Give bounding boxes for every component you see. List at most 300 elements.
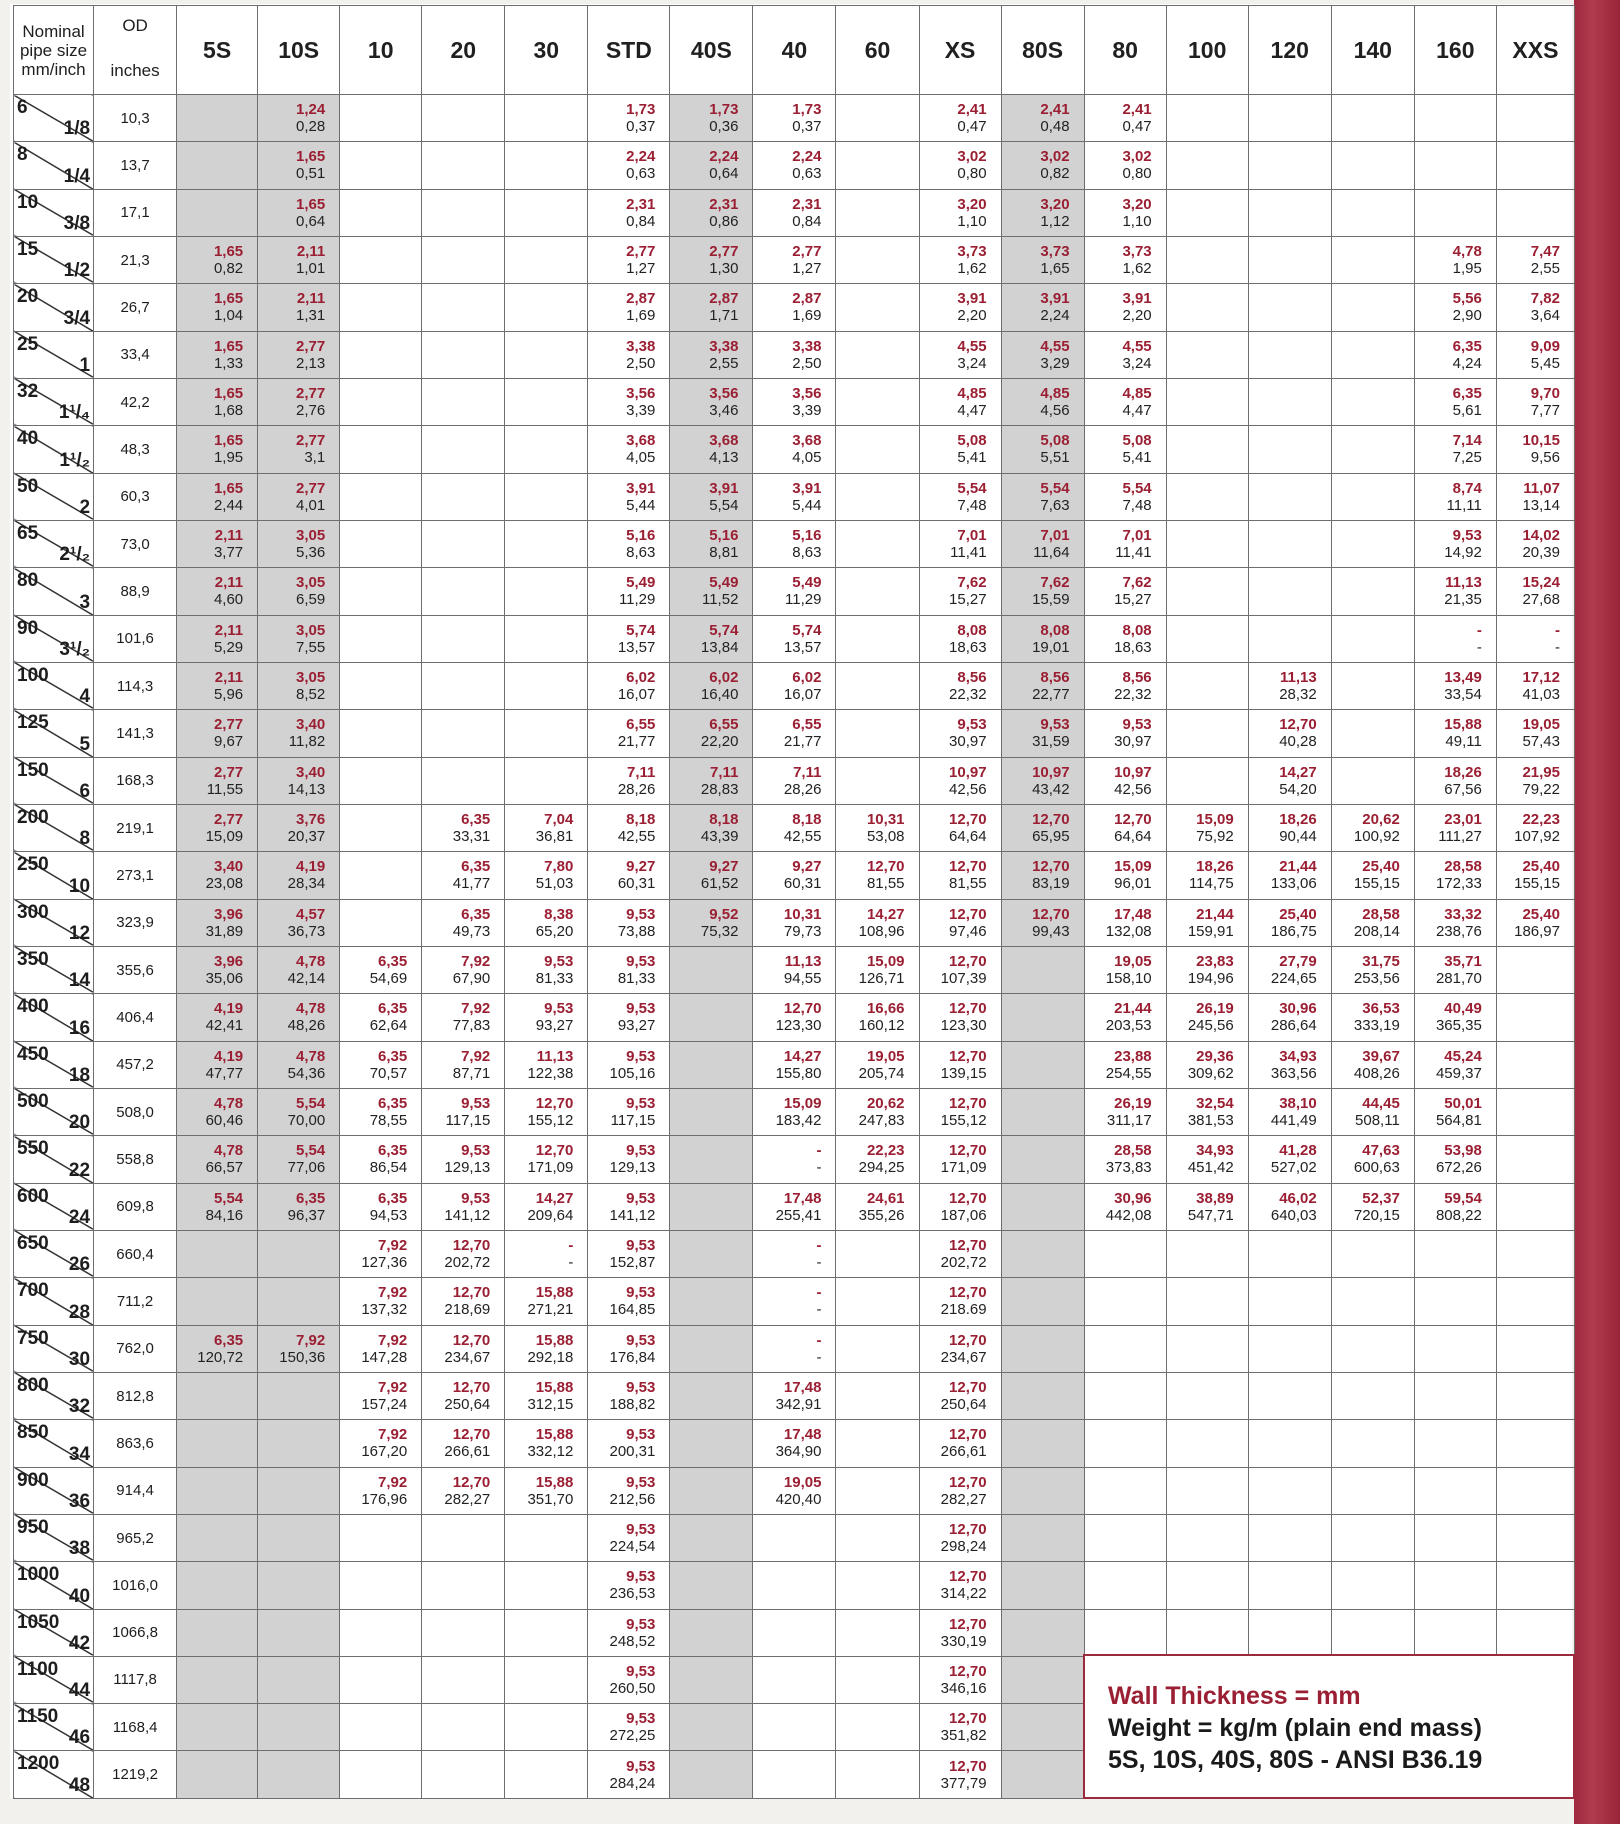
weight: 720,15 [1353,1206,1400,1224]
schedule-cell [588,1609,670,1656]
weight: 155,15 [1514,875,1560,893]
wall-thickness: 7,04 [544,811,574,829]
wall-thickness: 9,53 [626,1237,656,1255]
schedule-cell [836,1609,919,1656]
schedule-cell [340,1467,422,1514]
wall-thickness: 28,58 [1114,1142,1152,1160]
schedule-cell [505,1562,588,1609]
wall-thickness: 9,53 [626,1000,656,1018]
wall-thickness: 25,40 [1279,905,1317,923]
wall-thickness: 27,79 [1279,953,1317,971]
schedule-cell [422,1656,505,1703]
schedule-cell [340,1704,422,1751]
schedule-cell [919,95,1001,142]
wall-thickness: 25,40 [1522,858,1560,876]
size-mm: 10 [17,191,39,213]
wall-thickness: 28,58 [1362,905,1400,923]
wall-thickness: 6,35 [1452,337,1482,355]
schedule-cell [753,331,836,378]
wall-thickness: 17,48 [783,1189,822,1207]
weight: 314,22 [940,1585,987,1603]
wall-thickness: 4,78 [295,1000,326,1018]
schedule-cell [1331,189,1414,236]
od-cell: 1168,4 [94,1704,177,1751]
size-mm: 8 [17,144,28,166]
schedule-cell [1084,520,1166,567]
weight: 311,17 [1106,1112,1152,1130]
wall-thickness: 6,02 [626,669,656,687]
schedule-cell [919,284,1001,331]
wall-thickness: 3,91 [1122,290,1152,308]
schedule-cell [836,1041,919,1088]
schedule-cell [836,899,919,946]
od-cell: 42,2 [94,378,177,425]
schedule-cell [177,804,258,851]
weight: 117,15 [610,1112,656,1130]
weight: 84,16 [205,1206,244,1224]
weight: 0,80 [957,165,987,183]
weight: 176,96 [361,1490,408,1508]
nominal-size-cell [14,946,94,993]
wall-thickness: 7,11 [793,763,822,781]
weight: 0,36 [709,118,739,136]
schedule-cell [1166,142,1248,189]
wall-thickness: 6,35 [461,811,491,829]
schedule-cell [1496,1136,1574,1183]
wall-thickness: 12,70 [949,1473,987,1491]
wall-thickness: 15,88 [535,1331,574,1349]
table-row [14,95,1575,142]
schedule-cell [588,520,670,567]
schedule-cell [588,899,670,946]
od-cell: 965,2 [94,1514,177,1561]
schedule-cell [177,142,258,189]
schedule-cell [1166,1420,1248,1467]
size-inch: 26 [68,1254,91,1276]
table-row [14,284,1575,331]
schedule-cell [919,1751,1001,1799]
schedule-cell [340,994,422,1041]
schedule-cell [1414,284,1496,331]
size-inch: 8 [79,828,91,850]
schedule-cell [1414,142,1496,189]
weight: 224,65 [1270,970,1317,988]
wall-thickness: 2,31 [709,195,739,213]
schedule-cell [670,473,753,520]
size-inch: 14 [68,970,91,992]
schedule-cell [1414,1183,1496,1230]
wall-thickness: 12,70 [1279,716,1317,734]
weight: 64,64 [949,828,987,846]
wall-thickness: 4,19 [213,1047,244,1065]
weight: 94,53 [369,1206,408,1224]
weight: 13,57 [617,638,656,656]
wall-thickness: 2,24 [626,148,656,166]
wall-thickness: 9,53 [626,1047,656,1065]
wall-thickness: 6,55 [709,716,739,734]
weight: 139,15 [940,1064,987,1082]
schedule-cell [1331,1041,1414,1088]
wall-thickness: 9,53 [626,1095,656,1113]
weight: 20,39 [1522,544,1560,562]
schedule-cell [1001,899,1084,946]
weight: 0,64 [295,212,326,230]
wall-thickness: 20,62 [866,1095,905,1113]
wall-thickness: 15,09 [783,1095,822,1113]
schedule-cell [670,1230,753,1277]
wall-thickness: 3,56 [792,385,822,403]
schedule-cell [1331,710,1414,757]
weight: 133,06 [1270,875,1317,893]
schedule-cell [1248,520,1331,567]
schedule-cell [258,1325,340,1372]
schedule-header: XXS [1496,6,1574,95]
schedule-cell [670,1704,753,1751]
schedule-cell [1331,284,1414,331]
schedule-cell [422,1467,505,1514]
wall-thickness: 47,63 [1362,1142,1400,1160]
schedule-cell [836,426,919,473]
schedule-cell [340,1183,422,1230]
od-cell: 812,8 [94,1372,177,1419]
schedule-cell [1496,568,1574,615]
weight: 65,95 [1032,828,1070,846]
schedule-cell [1084,852,1166,899]
schedule-cell [1084,236,1166,283]
schedule-cell [588,1041,670,1088]
schedule-cell [1001,1230,1084,1277]
weight: 49,73 [452,922,491,940]
schedule-cell [836,1230,919,1277]
weight: 33,54 [1444,686,1482,704]
wall-thickness: 11,07 [1523,479,1560,497]
schedule-cell [919,1704,1001,1751]
schedule-cell [505,852,588,899]
weight: 77,06 [287,1159,326,1177]
wall-thickness: 40,49 [1444,1000,1482,1018]
schedule-cell [1248,95,1331,142]
wall-thickness: 9,53 [626,905,656,923]
wall-thickness: 2,87 [792,290,822,308]
weight: 5,61 [1452,402,1482,420]
schedule-cell [753,1562,836,1609]
schedule-cell [753,852,836,899]
schedule-cell [1331,236,1414,283]
weight: 351,70 [527,1490,574,1508]
wall-thickness: 4,19 [213,1000,244,1018]
schedule-cell [753,1609,836,1656]
wall-thickness: 28,58 [1444,858,1482,876]
wall-thickness: 2,11 [214,574,244,592]
wall-thickness: 9,53 [626,1189,656,1207]
wall-thickness: 4,55 [957,337,987,355]
schedule-cell [1496,378,1574,425]
schedule-cell [1084,946,1166,993]
schedule-header: 40 [753,6,836,95]
wall-thickness: 12,70 [535,1142,574,1160]
weight: 171,09 [940,1159,987,1177]
schedule-cell [1331,662,1414,709]
wall-thickness: 3,05 [295,669,326,687]
schedule-cell [1001,568,1084,615]
weight: 67,56 [1444,780,1482,798]
schedule-cell [919,1278,1001,1325]
schedule-cell [258,1704,340,1751]
schedule-cell [670,95,753,142]
wall-thickness: 9,53 [1040,716,1070,734]
schedule-cell [1331,615,1414,662]
wall-thickness: 5,08 [1122,432,1152,450]
weight: 155,12 [527,1112,574,1130]
wall-thickness: 7,82 [1530,290,1560,308]
schedule-cell [1166,1514,1248,1561]
weight: 100,92 [1353,828,1400,846]
schedule-cell [258,1230,340,1277]
weight: 0,82 [1040,165,1070,183]
wall-thickness: - [1555,621,1560,639]
wall-thickness: 5,56 [1452,290,1482,308]
schedule-cell [588,994,670,1041]
weight: 0,86 [709,212,739,230]
size-mm: 250 [17,854,49,876]
od-cell: 141,3 [94,710,177,757]
wall-thickness: 3,05 [295,527,326,545]
weight: 5,44 [626,496,656,514]
nominal-size-cell [14,473,94,520]
schedule-cell [505,189,588,236]
schedule-cell [1166,236,1248,283]
nominal-size-cell [14,1751,94,1799]
wall-thickness: 9,53 [626,1757,656,1775]
wall-thickness: 7,80 [544,858,574,876]
schedule-cell [836,1088,919,1135]
schedule-cell [1331,142,1414,189]
schedule-cell [753,1136,836,1183]
weight: 15,27 [1114,591,1152,609]
schedule-cell [258,1136,340,1183]
weight: 0,28 [295,118,326,136]
weight: 79,73 [783,922,822,940]
schedule-cell [422,1278,505,1325]
schedule-cell [1331,426,1414,473]
weight: 2,24 [1040,307,1070,325]
wall-thickness: 9,09 [1530,337,1560,355]
weight: 294,25 [858,1159,905,1177]
schedule-cell [1166,1372,1248,1419]
schedule-cell [177,615,258,662]
schedule-cell [753,1325,836,1372]
table-row [14,1420,1575,1467]
schedule-cell [753,520,836,567]
schedule-cell [1166,757,1248,804]
wall-thickness: 11,13 [784,953,822,971]
od-cell: 1219,2 [94,1751,177,1799]
wall-thickness: 9,53 [626,1379,656,1397]
schedule-cell [1331,899,1414,946]
table-row [14,331,1575,378]
weight: 342,91 [775,1396,822,1414]
schedule-cell [422,1420,505,1467]
weight: 373,83 [1105,1159,1152,1177]
schedule-cell [919,615,1001,662]
schedule-cell [1001,1751,1084,1799]
schedule-cell [1001,1278,1084,1325]
schedule-cell [340,757,422,804]
schedule-cell [505,1041,588,1088]
weight: 284,24 [609,1774,656,1792]
size-mm: 1150 [17,1706,59,1728]
wall-thickness: 3,20 [957,195,987,213]
weight: 96,01 [1114,875,1152,893]
schedule-cell [1166,189,1248,236]
schedule-cell [1084,95,1166,142]
weight: 16,07 [783,686,822,704]
od-cell: 26,7 [94,284,177,331]
weight: 123,30 [940,1017,987,1035]
wall-thickness: 18,26 [1279,811,1317,829]
nominal-size-cell [14,662,94,709]
weight: 65,20 [535,922,574,940]
nominal-size-cell [14,1183,94,1230]
weight: 14,92 [1444,544,1482,562]
size-mm: 90 [17,617,39,639]
size-mm: 900 [17,1469,49,1491]
schedule-cell [836,804,919,851]
weight: 282,27 [444,1490,491,1508]
weight: 2,55 [1530,260,1560,278]
weight: 13,57 [783,638,822,656]
weight: 21,35 [1444,591,1482,609]
weight: 640,03 [1270,1206,1317,1224]
schedule-cell [505,710,588,757]
weight: 41,77 [452,875,491,893]
schedule-cell [588,804,670,851]
schedule-cell [1084,1088,1166,1135]
weight: 93,27 [617,1017,656,1035]
wall-thickness: 9,53 [626,1426,656,1444]
size-inch: 20 [68,1112,91,1134]
weight: 42,41 [205,1017,244,1035]
wall-thickness: 2,24 [709,148,739,166]
schedule-cell [1414,1325,1496,1372]
wall-thickness: 25,40 [1522,905,1560,923]
wall-thickness: 6,02 [792,669,822,687]
wall-thickness: 22,23 [1522,811,1560,829]
wall-thickness: 1,73 [626,101,656,119]
weight: 9,67 [213,733,244,751]
schedule-cell [919,946,1001,993]
schedule-cell [177,331,258,378]
schedule-cell [258,189,340,236]
weight: 3,29 [1040,354,1070,372]
schedule-cell [177,95,258,142]
wall-thickness: 19,05 [783,1473,822,1491]
schedule-cell [836,473,919,520]
weight: 298,24 [940,1538,987,1555]
wall-thickness: 1,73 [792,101,822,119]
schedule-cell [340,615,422,662]
schedule-cell [505,1609,588,1656]
weight: 11,55 [206,780,244,798]
schedule-cell [919,1183,1001,1230]
schedule-cell [1001,662,1084,709]
schedule-cell [588,236,670,283]
wall-thickness: 14,27 [535,1189,574,1207]
weight: 57,43 [1522,733,1560,751]
schedule-cell [1084,615,1166,662]
wall-thickness: 11,13 [1445,574,1482,592]
schedule-cell [1496,1325,1574,1372]
table-row [14,520,1575,567]
wall-thickness: 9,53 [1452,527,1482,545]
weight: 28,34 [287,875,326,893]
weight: 75,32 [700,922,739,940]
od-cell: 10,3 [94,95,177,142]
schedule-cell [753,142,836,189]
wall-thickness: 12,70 [949,811,987,829]
weight: 35,06 [205,970,244,988]
schedule-cell [670,1420,753,1467]
od-cell: 863,6 [94,1420,177,1467]
schedule-cell [1331,1514,1414,1561]
nominal-size-cell [14,568,94,615]
wall-thickness: 4,55 [1040,337,1070,355]
wall-thickness: 2,11 [214,669,244,687]
weight: 4,05 [792,449,822,467]
schedule-cell [836,994,919,1041]
schedule-cell [177,710,258,757]
schedule-header: 10S [258,6,340,95]
schedule-cell [1331,757,1414,804]
size-mm: 50 [17,475,39,497]
schedule-cell [505,1514,588,1561]
schedule-cell [1001,473,1084,520]
size-mm: 300 [17,901,49,923]
nominal-size-cell [14,1088,94,1135]
schedule-cell [258,95,340,142]
schedule-cell [1496,946,1574,993]
schedule-cell [588,95,670,142]
schedule-cell [1001,1420,1084,1467]
weight: 47,77 [205,1064,244,1082]
od-cell: 73,0 [94,520,177,567]
schedule-cell [836,568,919,615]
wall-thickness: 12,70 [1114,811,1152,829]
weight: 1,10 [1122,212,1152,230]
schedule-cell [258,804,340,851]
wall-thickness: 17,48 [783,1426,822,1444]
schedule-cell [505,1656,588,1703]
wall-thickness: - [816,1142,822,1160]
weight: 1,27 [792,260,822,278]
wall-thickness: 23,88 [1114,1047,1152,1065]
schedule-cell [1496,852,1574,899]
wall-thickness: 4,78 [1452,243,1482,261]
schedule-cell [422,1041,505,1088]
schedule-cell [1414,662,1496,709]
weight: 105,16 [609,1064,656,1082]
schedule-cell [1414,615,1496,662]
table-row [14,757,1575,804]
schedule-cell [670,1183,753,1230]
schedule-cell [1496,899,1574,946]
size-inch: 1¹/₄ [58,402,91,424]
schedule-cell [1248,899,1331,946]
schedule-cell [340,142,422,189]
nominal-size-cell [14,1656,94,1703]
wall-thickness: 30,96 [1279,1000,1317,1018]
weight: 51,03 [535,875,574,893]
